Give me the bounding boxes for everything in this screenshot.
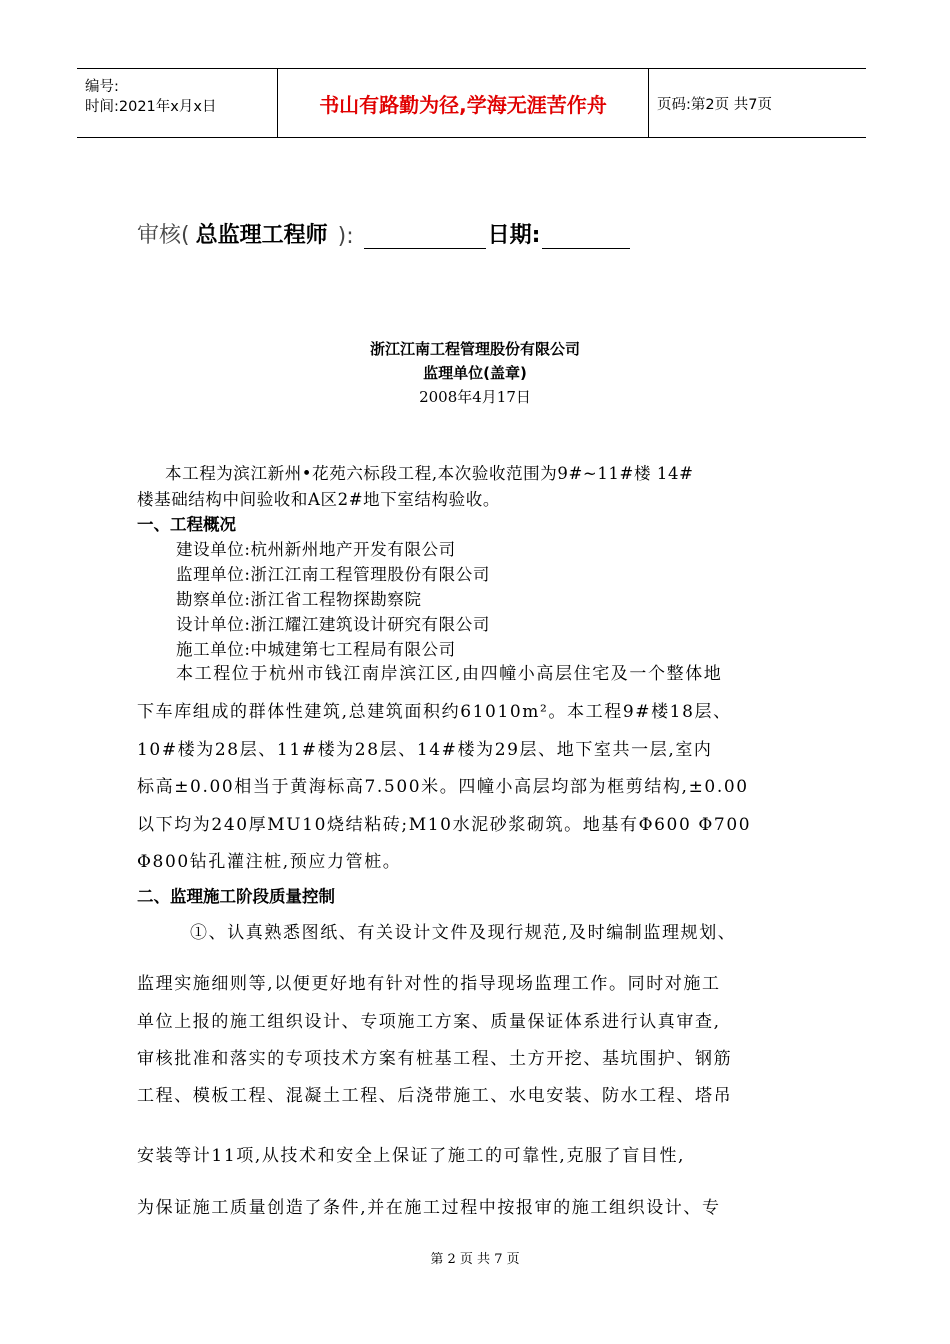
motto: 书山有路勤为径,学海无涯苦作舟 [278,69,649,137]
company-date: 2008年4月17日 [419,388,531,406]
header-table [77,68,866,138]
page-label: 页码:第2页 共7页 [657,96,772,113]
section-2-line: 监理实施细则等,以便更好地有针对性的指导现场监理工作。同时对施工 [137,974,721,994]
header-left-cell [77,69,278,137]
review-role: 总监理工程师 [195,223,328,248]
unit-line: 设计单位:浙江耀江建筑设计研究有限公司 [176,615,490,634]
section-2-line: 安装等计11项,从技术和安全上保证了施工的可靠性,克服了盲目性, [137,1146,686,1166]
desc-line: 标高±0.00相当于黄海标高7.500米。四幢小高层均部为框剪结构,±0.00 [137,777,749,797]
page-footer: 第 2 页 共 7 页 [430,1252,520,1267]
number-label: 编号: [85,79,119,95]
time-label: 时间:2021年x月x日 [85,99,217,115]
review-line [137,218,632,249]
unit-line: 勘察单位:浙江省工程物探勘察院 [176,590,422,609]
unit-line: 监理单位:浙江江南工程管理股份有限公司 [176,565,490,584]
section-2-line: 单位上报的施工组织设计、专项施工方案、质量保证体系进行认真审查, [137,1012,721,1032]
review-suffix: ): [337,224,354,249]
date-label: 日期: [487,223,541,248]
desc-line: 10#楼为28层、11#楼为28层、14#楼为29层、地下室共一层,室内 [137,740,713,760]
date-blank[interactable] [542,226,630,249]
review-prefix: 审核( [137,223,190,248]
desc-line: 本工程位于杭州市钱江南岸滨江区,由四幢小高层住宅及一个整体地 [176,664,723,684]
desc-line: Φ800钻孔灌注桩,预应力管桩。 [137,852,402,872]
intro-line-2: 楼基础结构中间验收和A区2#地下室结构验收。 [137,490,500,509]
unit-line: 建设单位:杭州新州地产开发有限公司 [176,540,456,559]
section-2-line: ①、认真熟悉图纸、有关设计文件及现行规范,及时编制监理规划、 [190,923,737,943]
section-1-title: 一、工程概况 [137,515,236,534]
unit-line: 施工单位:中城建第七工程局有限公司 [176,640,456,659]
section-2-line: 工程、模板工程、混凝土工程、后浇带施工、水电安装、防水工程、塔吊 [137,1086,733,1106]
intro-line-1: 本工程为滨江新州•花苑六标段工程,本次验收范围为9#~11#楼 14# [165,464,694,483]
desc-line: 下车库组成的群体性建筑,总建筑面积约61010m²。本工程9#楼18层、 [137,702,732,722]
signature-blank[interactable] [364,226,486,249]
company-name: 浙江江南工程管理股份有限公司 [369,340,580,358]
section-2-line: 审核批准和落实的专项技术方案有桩基工程、土方开挖、基坑围护、钢筋 [137,1049,733,1069]
supervision-unit: 监理单位(盖章) [423,364,527,382]
desc-line: 以下均为240厚MU10烧结粘砖;M10水泥砂浆砌筑。地基有Φ600 Φ700 [137,815,752,835]
section-2-line: 为保证施工质量创造了条件,并在施工过程中按报审的施工组织设计、专 [137,1198,721,1218]
section-2-title: 二、监理施工阶段质量控制 [137,887,335,906]
